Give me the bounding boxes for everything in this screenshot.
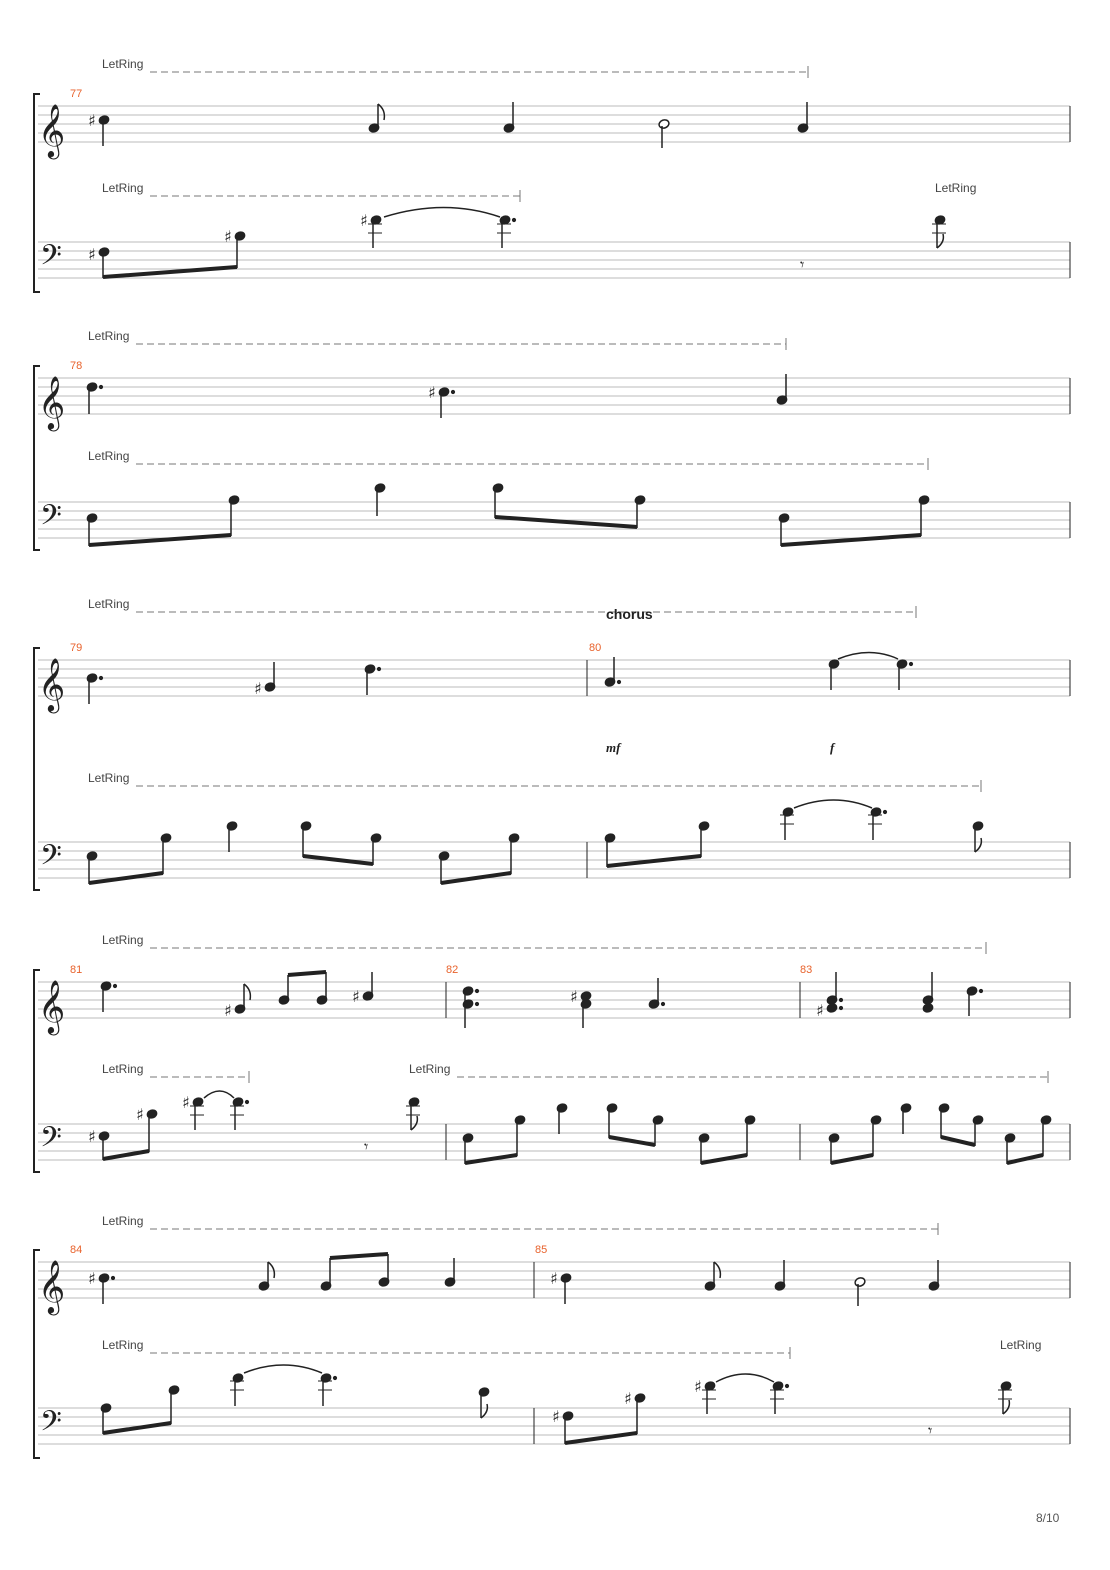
sharp-icon: ♯ [816,1001,824,1020]
system-2 [34,329,1070,550]
sharp-icon: ♯ [552,1407,560,1426]
bass-notes [88,208,946,279]
treble-clef-icon: 𝄞 [38,657,66,711]
section-label: chorus [606,606,653,622]
sharp-icon: ♯ [88,245,96,264]
bass-notes [86,483,930,546]
bass-notes [100,1365,1012,1444]
bass-clef-icon: 𝄢 [40,839,62,879]
tie [244,1365,322,1373]
sharp-icon: ♯ [694,1377,702,1396]
bass-clef-icon: 𝄢 [40,1405,62,1445]
measure-number: 77 [70,88,83,100]
sharp-icon: ♯ [88,1127,96,1146]
bass-clef-icon: 𝄢 [40,239,62,279]
tie [794,800,872,808]
treble-clef-icon: 𝄞 [38,375,66,429]
bass-clef-icon: 𝄢 [40,1121,62,1161]
measure-number: 85 [535,1244,548,1256]
treble-staff [38,660,1070,696]
sharp-icon: ♯ [570,987,578,1006]
measure-number: 80 [589,642,602,654]
tie [384,208,500,218]
measure-number: 79 [70,642,83,654]
sharp-icon: ♯ [428,383,436,402]
system-1 [34,57,1070,292]
treble-clef-icon: 𝄞 [38,103,66,157]
system-4 [34,933,1070,1172]
let-ring-label: LetRing [102,181,144,195]
bass-clef-icon: 𝄢 [40,499,62,539]
let-ring-label: LetRing [102,1062,144,1076]
tie [716,1374,774,1382]
let-ring-label: LetRing [88,597,130,611]
dynamic-marking: mf [606,740,621,755]
sharp-icon: ♯ [624,1389,632,1408]
bass-notes [88,1091,1052,1164]
sharp-icon: ♯ [254,679,262,698]
bass-staff [38,242,1070,278]
measure-number: 81 [70,964,83,976]
sharp-icon: ♯ [550,1269,558,1288]
sharp-icon: ♯ [360,211,368,230]
sharp-icon: ♯ [88,111,96,130]
tie [838,653,898,660]
measure-number: 78 [70,360,83,372]
treble-staff [38,106,1070,142]
sharp-icon: ♯ [136,1105,144,1124]
measure-number: 84 [70,1244,83,1256]
eighth-rest-icon: 𝄾 [800,255,805,274]
measure-number: 83 [800,964,813,976]
sharp-icon: ♯ [224,227,232,246]
let-ring-label: LetRing [1000,1338,1042,1352]
treble-staff [38,982,1070,1018]
let-ring-label: LetRing [88,329,130,343]
sharp-icon: ♯ [88,1269,96,1288]
treble-clef-icon: 𝄞 [38,1259,66,1313]
eighth-rest-icon: 𝄾 [928,1421,933,1440]
bass-staff [38,842,1070,878]
system-5 [34,1214,1070,1458]
let-ring-label: LetRing [88,771,130,785]
sharp-icon: ♯ [352,987,360,1006]
bass-staff [38,1124,1070,1160]
dynamic-marking: f [830,740,835,755]
treble-staff [38,378,1070,414]
let-ring-label: LetRing [102,1338,144,1352]
sharp-icon: ♯ [224,1001,232,1020]
page-number: 8/10 [1036,1511,1060,1525]
let-ring-label: LetRing [102,57,144,71]
let-ring-label: LetRing [102,933,144,947]
treble-clef-icon: 𝄞 [38,979,66,1033]
let-ring-label: LetRing [409,1062,451,1076]
eighth-rest-icon: 𝄾 [364,1137,369,1156]
let-ring-label: LetRing [935,181,977,195]
let-ring-label: LetRing [88,449,130,463]
let-ring-label: LetRing [102,1214,144,1228]
system-3 [34,597,1070,890]
measure-number: 82 [446,964,459,976]
sharp-icon: ♯ [182,1093,190,1112]
tie [204,1091,234,1098]
treble-notes [88,102,809,148]
